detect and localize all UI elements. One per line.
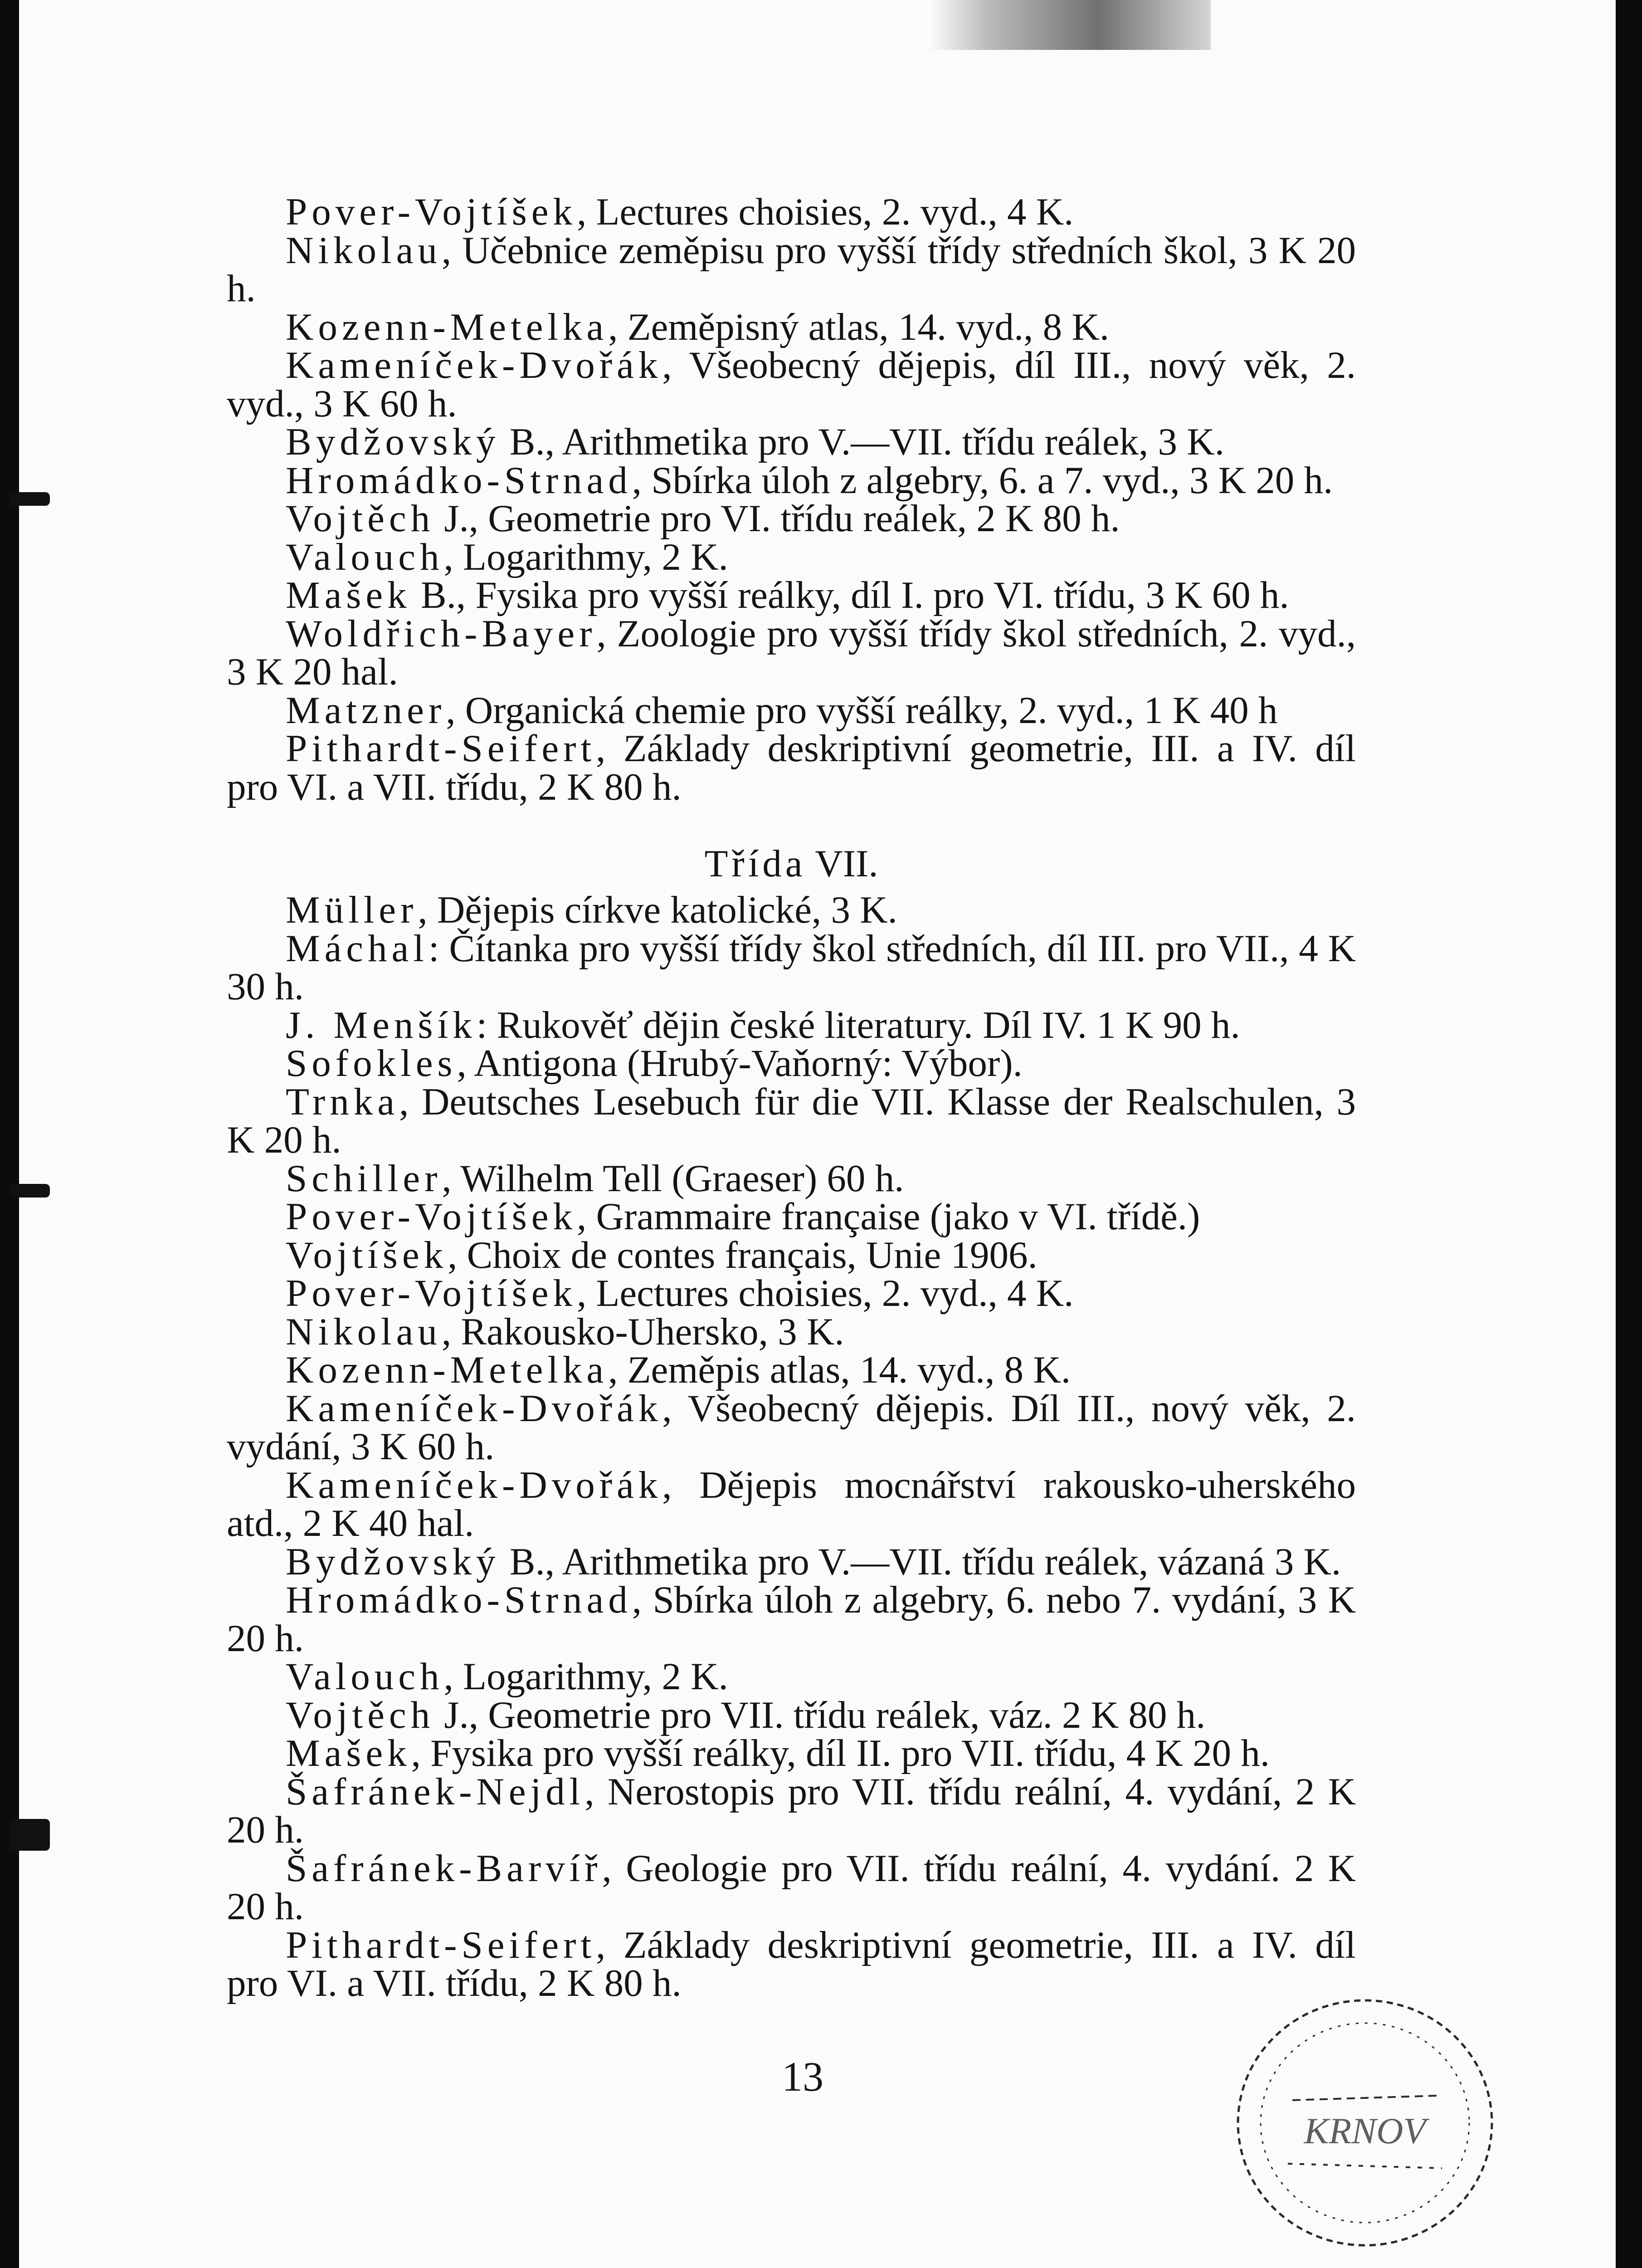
book-entry (227, 929, 1356, 1006)
book-details: , Dějepis církve katolické, 3 K. (418, 889, 897, 931)
book-details: , Logarithmy, 2 K. (443, 1655, 728, 1698)
book-author: Nikolau (286, 1310, 442, 1353)
book-author: Kameníček-Dvořák (286, 1463, 663, 1506)
book-details: , Sbírka úloh z algebry, 6. a 7. vyd., 3 K 20 h. (632, 459, 1333, 502)
book-author: Hromádko-Strnad (286, 1579, 632, 1621)
book-author: Müller (286, 889, 418, 931)
book-entry (227, 1579, 1356, 1660)
book-entry (227, 346, 1356, 423)
section-heading (227, 842, 1356, 885)
book-details: , Deutsches Lesebuch für die VII. Klasse der Realschulen, 3 K 20 h. (227, 1080, 1356, 1161)
book-details: , Sbírka úloh z algebry, 6. nebo 7. vydání, 3 K 20 h. (227, 1579, 1356, 1660)
book-entry (227, 305, 1356, 348)
book-author: Šafránek-Nejdl (286, 1770, 585, 1813)
binding-mark (9, 1184, 50, 1198)
book-details: , Učebnice zeměpisu pro vyšší třídy středních škol, 3 K 20 h. (227, 229, 1356, 310)
book-details: : Čítanka pro vyšší třídy škol středních, díl III. pro VII., 4 K 30 h. (227, 927, 1356, 1008)
book-author: Valouch (286, 535, 444, 578)
book-details: , Geologie pro VII. třídu reální, 4. vydání. 2 K 20 h. (227, 1847, 1356, 1928)
book-author: Kozenn-Metelka (286, 1349, 609, 1391)
scan-border-left (0, 0, 19, 2268)
scan-border-right (1616, 0, 1642, 2268)
book-entry (227, 576, 1356, 615)
book-details: , Choix de contes français, Unie 1906. (448, 1233, 1038, 1276)
book-entry (227, 193, 1356, 231)
book-entry (227, 1351, 1356, 1389)
book-entry (227, 1233, 1356, 1276)
book-list-after (227, 891, 1356, 2003)
book-details: , Všeobecný dějepis, díl III., nový věk, 2. vyd., 3 K 60 h. (227, 344, 1356, 425)
book-details: , Lectures choisies, 2. vyd., 4 K. (577, 1272, 1074, 1315)
svg-text:KRNOV: KRNOV (1304, 2110, 1426, 2151)
book-entry (227, 535, 1356, 578)
book-list-before (227, 193, 1356, 806)
section-heading-prefix: Třída (704, 842, 806, 885)
book-entry (227, 1770, 1356, 1851)
book-author: Kameníček-Dvořák (286, 1387, 663, 1430)
book-entry (227, 1734, 1356, 1773)
book-details: , Zeměpis atlas, 14. vyd., 8 K. (608, 1349, 1071, 1391)
book-entry (227, 1849, 1356, 1926)
book-entry (227, 461, 1356, 500)
book-details: , Všeobecný dějepis. Díl III., nový věk, 2. vydání, 3 K 60 h. (227, 1387, 1356, 1468)
binding-mark (9, 1819, 50, 1851)
book-author: Trnka (286, 1080, 399, 1123)
book-entry (227, 1389, 1356, 1466)
book-entry (227, 499, 1356, 538)
book-author: Pover-Vojtíšek (286, 1195, 577, 1238)
booklist-text (227, 193, 1356, 2003)
book-author: Vojtěch (286, 497, 435, 540)
book-details: , Organická chemie pro vyšší reálky, 2. vyd., 1 K 40 h (446, 689, 1278, 732)
book-details: , Dějepis mocnářství rakousko-uherského atd., 2 K 40 hal. (227, 1463, 1356, 1545)
book-entry (227, 1463, 1356, 1545)
section-heading-numeral: VII. (815, 842, 878, 885)
binding-mark (9, 492, 50, 506)
book-details: , Wilhelm Tell (Graeser) 60 h. (442, 1157, 904, 1200)
book-entry (227, 729, 1356, 806)
book-details: , Zoologie pro vyšší třídy škol středních, 2. vyd., 3 K 20 hal. (227, 612, 1356, 693)
book-author: Kozenn-Metelka (286, 305, 609, 348)
book-entry (227, 1044, 1356, 1083)
book-entry (227, 1693, 1356, 1736)
book-author: Mašek (286, 1732, 411, 1774)
book-entry (227, 420, 1356, 463)
book-entry (227, 1310, 1356, 1353)
book-details: , Fysika pro vyšší reálky, díl II. pro VII. třídu, 4 K 20 h. (411, 1732, 1270, 1774)
book-details: B., Arithmetika pro V.—VII. třídu reálek, vázaná 3 K. (500, 1540, 1341, 1583)
book-author: Bydžovský (286, 1540, 500, 1583)
book-author: Woldřich-Bayer (286, 612, 597, 655)
book-details: B., Fysika pro vyšší reálky, díl I. pro VI. třídu, 3 K 60 h. (411, 574, 1289, 616)
book-details: J., Geometrie pro VII. třídu reálek, váz. 2 K 80 h. (434, 1693, 1206, 1736)
book-entry (227, 1080, 1356, 1161)
book-entry (227, 891, 1356, 929)
page-number: 13 (782, 2053, 823, 2100)
book-entry (227, 1159, 1356, 1198)
book-details: , Zeměpisný atlas, 14. vyd., 8 K. (608, 305, 1109, 348)
book-author: Schiller (286, 1157, 442, 1200)
book-author: Valouch (286, 1655, 444, 1698)
book-details: , Základy deskriptivní geometrie, III. a IV. díl pro VI. a VII. třídu, 2 K 80 h. (227, 727, 1356, 808)
book-entry (227, 612, 1356, 693)
book-details: : Rukověť dějin české literatury. Díl IV. 1 K 90 h. (476, 1003, 1240, 1046)
book-entry (227, 691, 1356, 730)
book-author: Hromádko-Strnad (286, 459, 632, 502)
book-author: Pithardt-Seifert (286, 727, 596, 770)
book-author: Matzner (286, 689, 446, 732)
book-details: , Nerostopis pro VII. třídu reální, 4. vydání, 2 K 20 h. (227, 1770, 1356, 1851)
book-entry (227, 1657, 1356, 1696)
book-author: Máchal (286, 927, 429, 970)
book-author: Vojtíšek (286, 1233, 448, 1276)
book-author: Bydžovský (286, 420, 500, 463)
book-author: Pover-Vojtíšek (286, 191, 577, 233)
book-author: J. Menšík (286, 1003, 477, 1046)
book-entry (227, 1003, 1356, 1046)
binding-smudge (930, 0, 1211, 50)
book-details: J., Geometrie pro VI. třídu reálek, 2 K 80 h. (434, 497, 1120, 540)
book-details: , Rakousko-Uhersko, 3 K. (441, 1310, 844, 1353)
book-author: Pithardt-Seifert (286, 1923, 596, 1966)
book-entry (227, 1274, 1356, 1313)
book-entry (227, 1195, 1356, 1238)
book-author: Kameníček-Dvořák (286, 344, 663, 386)
book-entry (227, 231, 1356, 308)
book-details: B., Arithmetika pro V.—VII. třídu reálek, 3 K. (500, 420, 1224, 463)
book-details: , Základy deskriptivní geometrie, III. a IV. díl pro VI. a VII. třídu, 2 K 80 h. (227, 1923, 1356, 2004)
book-author: Vojtěch (286, 1693, 435, 1736)
book-details: , Lectures choisies, 2. vyd., 4 K. (577, 191, 1074, 233)
book-details: , Grammaire française (jako v VI. třídě.) (577, 1195, 1200, 1238)
book-entry (227, 1923, 1356, 2004)
book-author: Mašek (286, 574, 411, 616)
book-details: , Logarithmy, 2 K. (443, 535, 728, 578)
book-author: Sofokles (286, 1042, 457, 1085)
library-stamp (1229, 1987, 1501, 2259)
book-author: Pover-Vojtíšek (286, 1272, 577, 1315)
book-entry (227, 1540, 1356, 1583)
book-details: , Antigona (Hrubý-Vaňorný: Výbor). (457, 1042, 1023, 1085)
book-author: Šafránek-Barvíř (286, 1847, 602, 1890)
book-author: Nikolau (286, 229, 442, 272)
